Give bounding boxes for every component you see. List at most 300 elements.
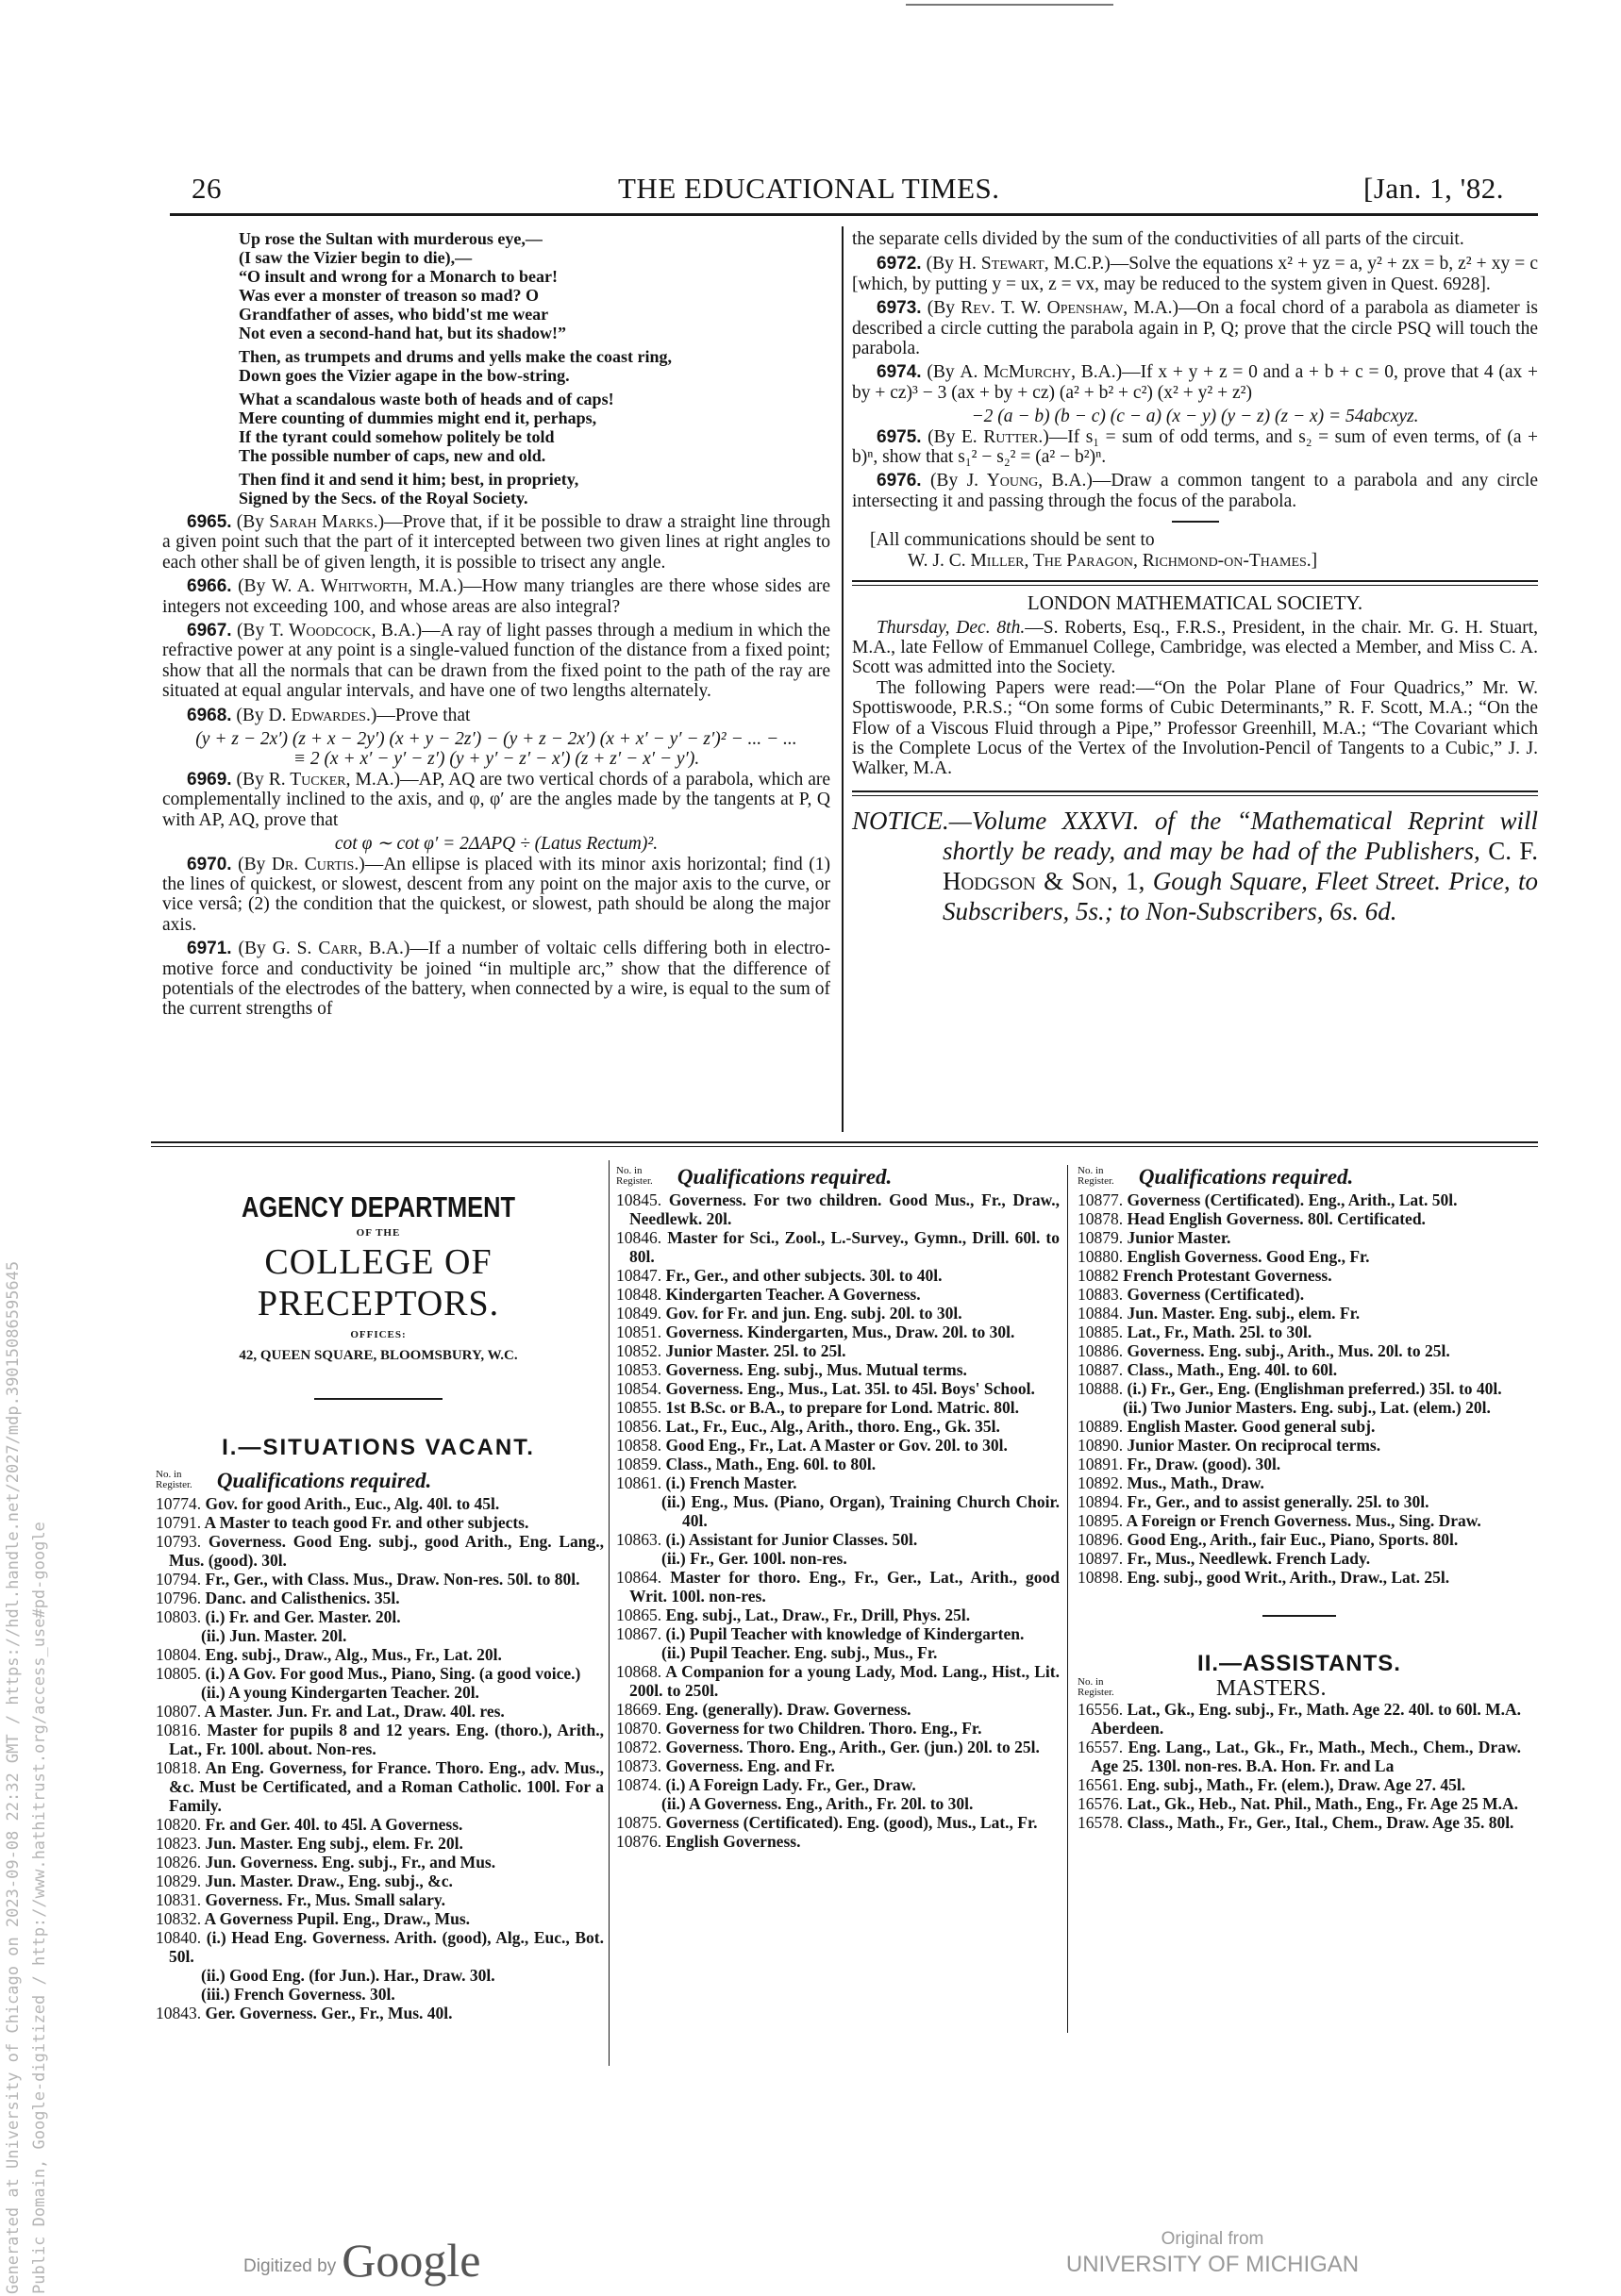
poem <box>162 229 830 507</box>
qualifications-text: Jun. Master. Eng. subj., elem. Fr. <box>1127 1304 1361 1323</box>
register-number: 10876. <box>616 1832 662 1851</box>
register-number: 10818. <box>156 1758 202 1777</box>
problem-by: (By <box>236 769 269 790</box>
situations-vacant-heading: I.—SITUATIONS VACANT. <box>222 1435 535 1460</box>
qualifications-text: Governess. Fr., Mus. Small salary. <box>205 1890 446 1909</box>
qualifications-text: Ger. Governess. Ger., Fr., Mus. 40l. <box>205 2004 453 2022</box>
register-entry <box>1078 1473 1521 1492</box>
scan-artifact <box>906 4 1113 6</box>
register-label <box>616 1166 653 1187</box>
register-label-line: No. in <box>1078 1165 1104 1176</box>
register-number: 10891. <box>1078 1455 1124 1473</box>
register-entry <box>616 1323 1060 1341</box>
qualifications-text: A Master to teach good Fr. and other subjects. <box>204 1513 529 1532</box>
poem-line: (I saw the Vizier begin to die),— <box>239 248 473 267</box>
communications-note <box>852 530 1538 571</box>
register-number: 10816. <box>156 1721 202 1739</box>
register-number: 10887. <box>1078 1360 1124 1379</box>
problem-author: E. Rutter <box>961 426 1039 447</box>
original-from-label: Original from <box>1161 2229 1264 2249</box>
register-entry <box>156 1758 604 1815</box>
register-sub-entry: (ii.) Fr., Ger. 100l. non-res. <box>661 1549 847 1568</box>
register-entry <box>1078 1568 1521 1587</box>
register-entry <box>616 1700 1060 1719</box>
problem-text: )—On a focal chord of a parabola as diameter is described a circle cutting the parabola again in P, Q; prove that the circle PSQ will touch the parabola. <box>852 298 1538 359</box>
problem-number: 6968. <box>187 705 232 725</box>
qualifications-text: Governess (Certificated). <box>1127 1285 1305 1304</box>
register-number: 10855. <box>616 1398 662 1417</box>
qualifications-text: Kindergarten Teacher. A Governess. <box>665 1285 921 1304</box>
problem-author: A. McMurchy, B.A. <box>960 362 1116 383</box>
register-number: 10845. <box>616 1190 662 1209</box>
of-the: OF THE <box>356 1227 401 1239</box>
register-column-left <box>153 1190 604 2022</box>
lms-para-1: —S. Roberts, Esq., F.R.S., President, in the chair. Mr. G. H. Stuart, M.A., late Fellow of Emmanuel College, Cambridge, was elected a Member, and Miss C. A. Scott was admitted into the Society. <box>852 617 1538 678</box>
register-entry <box>616 1606 1060 1624</box>
register-number: 10804. <box>156 1645 202 1664</box>
problem-6966 <box>162 576 830 617</box>
qualifications-text: Governess. Eng. subj., Arith., Mus. 20l. to 25l. <box>1127 1341 1450 1360</box>
register-number: 10883. <box>1078 1285 1124 1304</box>
problem-text: .)—If s₁ = sum of odd terms, and s₂ = sum of even terms, of (a + b)ⁿ, show that s₁² − s₂² = (a² − b²)ⁿ. <box>852 426 1539 468</box>
register-entry <box>1078 1530 1521 1549</box>
problem-text: )—How many triangles are there whose sides are integers not exceeding 100, and whose areas are also integral? <box>162 576 831 617</box>
register-entry <box>616 1832 1060 1851</box>
poem-stanza <box>239 470 830 507</box>
register-label-line: Register. <box>616 1175 653 1187</box>
register-entry <box>616 1379 1060 1398</box>
register-number: 10858. <box>616 1436 662 1455</box>
problem-number: 6974. <box>877 362 922 383</box>
problem-by: (By <box>238 854 272 874</box>
qualifications-text: A Master. Jun. Fr. and Lat., Draw. 40l. res. <box>204 1702 505 1721</box>
register-number: 10878. <box>1078 1209 1124 1228</box>
problem-text: .)—Prove that, if it be possible to draw a straight line through a given point such that the part of it intercepted between two given lines at right angles to each other shall be of given length, it is possible to trisect any angle. <box>162 512 831 573</box>
column-divider <box>842 226 844 1132</box>
qualifications-text: A Foreign or French Governess. Mus., Sing. Draw. <box>1126 1511 1481 1530</box>
qualifications-text: (i.) Pupil Teacher with knowledge of Kindergarten. <box>665 1624 1025 1643</box>
register-number: 10884. <box>1078 1304 1124 1323</box>
short-rule <box>314 1398 443 1400</box>
register-entry <box>156 1607 604 1626</box>
qualifications-text: English Governess. Good Eng., Fr. <box>1127 1247 1370 1266</box>
college-name: COLLEGE OF PRECEPTORS. <box>257 1242 500 1323</box>
qualifications-text: Jun. Master. Draw., Eng. subj., &c. <box>205 1872 453 1890</box>
problem-by: (By <box>236 512 270 532</box>
register-number: 10794. <box>156 1570 202 1589</box>
register-entry <box>616 1775 1060 1794</box>
problem-author: H. Stewart, M.C.P. <box>958 254 1105 275</box>
register-label-line: Register. <box>1078 1175 1114 1187</box>
register-entry <box>1078 1304 1521 1323</box>
problem-6968 <box>162 706 830 725</box>
qualifications-text: French Protestant Governess. <box>1123 1266 1332 1285</box>
register-entry <box>1078 1190 1521 1209</box>
short-rule <box>1172 521 1219 523</box>
register-entry <box>156 1890 604 1909</box>
problem-number: 6965. <box>187 512 232 532</box>
qualifications-text: Fr., Ger., and to assist generally. 25l. to 30l. <box>1127 1492 1429 1511</box>
register-number: 10796. <box>156 1589 202 1607</box>
register-entry <box>1078 1285 1521 1304</box>
offices-label: OFFICES: <box>350 1329 407 1340</box>
register-number: 10829. <box>156 1872 202 1890</box>
register-entry <box>156 1928 604 1966</box>
register-entry <box>616 1756 1060 1775</box>
register-entry <box>616 1190 1060 1228</box>
poem-line: “O insult and wrong for a Monarch to bear! <box>239 267 559 286</box>
problem-6975 <box>852 427 1538 468</box>
problem-equation: cot φ ∼ cot φ′ = 2ΔAPQ ÷ (Latus Rectum)². <box>334 834 659 855</box>
qualifications-text: (i.) A Gov. For good Mus., Piano, Sing. (a good voice.) <box>205 1664 581 1683</box>
register-sub-entry: (ii.) Pupil Teacher. Eng. subj., Mus., Fr. <box>661 1643 938 1662</box>
register-number: 10868. <box>616 1662 662 1681</box>
register-number: 10865. <box>616 1606 662 1624</box>
section-rule <box>852 585 1538 586</box>
upper-left-column <box>162 229 830 1023</box>
poem-line: Down goes the Vizier agape in the bow-string. <box>239 366 570 385</box>
register-entry <box>1078 1813 1521 1832</box>
problem-number: 6972. <box>877 254 922 275</box>
poem-stanza <box>239 390 830 465</box>
register-entry <box>1078 1700 1521 1738</box>
poem-line: The possible number of caps, new and old. <box>239 446 546 465</box>
register-column-right <box>1078 1166 1521 1832</box>
qualifications-text: Governess (Certificated). Eng. (good), Mus., Lat., Fr. <box>665 1813 1038 1832</box>
register-sub-entry: (iii.) French Governess. 30l. <box>201 1985 395 2004</box>
problem-number: 6973. <box>877 298 922 319</box>
problem-equation: (y + z − 2x′) (z + x − 2y′) (x + y − 2z′) − (y + z − 2x′) (x + x′ − y′ − z′)² − ... − ... <box>195 729 797 750</box>
poem-line: Then, as trumpets and drums and yells make the coast ring, <box>239 347 673 366</box>
register-sub-entry: (ii.) Good Eng. (for Jun.). Har., Draw. 30l. <box>201 1966 495 1985</box>
register-entry <box>1078 1455 1521 1473</box>
register-entry <box>1078 1549 1521 1568</box>
register-label <box>1078 1677 1114 1698</box>
register-number: 10791. <box>156 1513 202 1532</box>
problem-6971 <box>162 939 830 1020</box>
register-entry <box>616 1738 1060 1756</box>
qualifications-text: Master for pupils 8 and 12 years. Eng. (thoro.), Arith., Lat., Fr. 100l. about. Non-res. <box>169 1721 604 1758</box>
problem-6972 <box>852 254 1538 294</box>
qualifications-text: (i.) Fr. and Ger. Master. 20l. <box>205 1607 401 1626</box>
problem-author: W. A. Whitworth, M.A. <box>271 576 458 597</box>
register-entry <box>1078 1511 1521 1530</box>
problem-by: (By <box>238 939 273 959</box>
poem-line: Signed by the Secs. of the Royal Society. <box>239 489 528 507</box>
register-number: 10877. <box>1078 1190 1124 1209</box>
poem-line: Not even a second-hand hat, but its shadow!” <box>239 324 567 342</box>
register-label <box>1078 1166 1114 1187</box>
page-section-rule <box>151 1146 1538 1147</box>
problem-number: 6976. <box>877 471 922 491</box>
register-number: 10859. <box>616 1455 662 1473</box>
problem-author: D. Edwardes <box>268 705 366 725</box>
qualifications-text: Lat., Fr., Euc., Alg., Arith., thoro. Eng., Gk. 35l. <box>665 1417 1000 1436</box>
problem-text: )—A ray of light passes through a medium in which the refractive power at any point is a single-valued function of the distance from a fixed point; show that all the normals that can be drawn from the fixed point to the path of the ray are situated at equal angular intervals, and have one of two lengths alternately. <box>162 621 831 702</box>
qualifications-heading: Qualifications required. <box>216 1469 432 1492</box>
register-entry <box>616 1285 1060 1304</box>
register-label-line: Register. <box>1078 1687 1114 1698</box>
qualifications-text: Jun. Master. Eng subj., elem. Fr. 20l. <box>205 1834 463 1853</box>
problems-left <box>162 512 830 1020</box>
qualifications-text: Jun. Governess. Eng. subj., Fr., and Mus. <box>205 1853 496 1872</box>
register-entry <box>616 1436 1060 1455</box>
register-entry <box>156 1909 604 1928</box>
digitized-by-google-logo <box>243 2236 480 2285</box>
register-entry <box>156 1494 604 1513</box>
poem-stanza <box>239 347 830 385</box>
register-number: 10888. <box>1078 1379 1124 1398</box>
register-entry <box>616 1813 1060 1832</box>
problem-by: (By <box>238 576 272 597</box>
qualifications-text: Fr., Ger., and other subjects. 30l. to 40l. <box>665 1266 943 1285</box>
register-number: 10826. <box>156 1853 202 1872</box>
original-source <box>1038 2228 1387 2279</box>
register-number: 10832. <box>156 1909 202 1928</box>
journal-title: THE EDUCATIONAL TIMES. <box>618 172 1000 205</box>
register-number: 16557. <box>1078 1738 1124 1756</box>
qualifications-heading: Qualifications required. <box>677 1165 893 1189</box>
register-entry <box>1078 1266 1521 1285</box>
header-rule <box>170 213 1538 216</box>
problem-6965 <box>162 512 830 573</box>
register-entry <box>156 1513 604 1532</box>
problem-by: (By <box>929 471 967 491</box>
register-number: 16561. <box>1078 1775 1124 1794</box>
short-rule <box>1262 1615 1336 1617</box>
register-entry <box>156 1702 604 1721</box>
problem-author: J. Young, B.A. <box>966 471 1087 491</box>
qualifications-text: Governess for two Children. Thoro. Eng., Fr. <box>665 1719 982 1738</box>
register-number: 10852. <box>616 1341 662 1360</box>
poem-stanza <box>239 229 830 342</box>
column-header <box>1078 1166 1521 1187</box>
notice <box>852 806 1538 926</box>
qualifications-text: Governess. Good Eng. subj., good Arith., Eng. Lang., Mus. (good). 30l. <box>169 1532 604 1570</box>
problems-right <box>852 254 1538 511</box>
register-number: 10793. <box>156 1532 202 1551</box>
register-entry <box>156 1853 604 1872</box>
register-entry <box>616 1341 1060 1360</box>
section-rule <box>852 580 1538 582</box>
register-entry <box>1078 1360 1521 1379</box>
problem-6974 <box>852 362 1538 403</box>
poem-line: Then find it and send it him; best, in propriety, <box>239 470 579 489</box>
register-label-line: No. in <box>616 1165 643 1176</box>
poem-line: If the tyrant could somehow politely be told <box>239 427 555 446</box>
problem-6973 <box>852 298 1538 358</box>
register-entry <box>156 2004 604 2022</box>
register-number: 10898. <box>1078 1568 1124 1587</box>
poem-line: What a scandalous waste both of heads and of caps! <box>239 390 614 408</box>
qualifications-text: Governess. Eng., Mus., Lat. 35l. to 45l. Boys' School. <box>665 1379 1035 1398</box>
problem-text: .)—An ellipse is placed with its minor axis horizontal; find (1) the lines of quickest, or slowest, descent from any point on the major axis to the curve, or vice versâ; (2) the condition that the quickest, or slowest, path should be along the major axis. <box>162 854 831 935</box>
qualifications-text: Lat., Fr., Math. 25l. to 30l. <box>1127 1323 1312 1341</box>
register-number: 10823. <box>156 1834 202 1853</box>
qualifications-text: (i.) Fr., Ger., Eng. (Englishman preferred.) 35l. to 40l. <box>1127 1379 1502 1398</box>
register-number: 10867. <box>616 1624 662 1643</box>
register-entry <box>616 1228 1060 1266</box>
digitized-by-label: Digitized by <box>243 2256 337 2276</box>
register-number: 10856. <box>616 1417 662 1436</box>
problem-author: Rev. T. W. Openshaw, M.A. <box>961 298 1173 319</box>
upper-right-column <box>852 229 1538 926</box>
register-entry <box>616 1455 1060 1473</box>
problem-text: )—AP, AQ are two vertical chords of a parabola, which are complementally inclined to the axis, and φ, φ′ are the angles made by the tangents at P, Q with AP, AQ, prove that <box>162 769 831 830</box>
register-sub-entry: (ii.) A young Kindergarten Teacher. 20l. <box>201 1683 479 1702</box>
register-entry <box>156 1664 604 1683</box>
communications-line-1: [All communications should be sent to <box>870 530 1155 551</box>
problem-6976 <box>852 471 1538 511</box>
register-number: 10889. <box>1078 1417 1124 1436</box>
register-number: 10846. <box>616 1228 662 1247</box>
problem-by: (By <box>927 298 961 319</box>
notice-text-2: Gough Square, Fleet Street. Price, to Subscribers, 5s.; to Non-Subscribers, 6s. 6d. <box>943 866 1538 925</box>
register-number: 10820. <box>156 1815 202 1834</box>
register-number: 10873. <box>616 1756 662 1775</box>
column-header <box>1078 1676 1521 1701</box>
register-sub-entry: (ii.) A Governess. Eng., Arith., Fr. 20l. to 30l. <box>661 1794 974 1813</box>
problem-by: (By <box>927 362 961 383</box>
lms-report <box>852 593 1538 779</box>
lms-para-2: The following Papers were read:—“On the Polar Plane of Four Quadrics,” Mr. W. Spottiswoode, P.R.S.; “On some forms of Cubic Determinants,” R. F. Scott, M.A.; “On the Flow of a Viscous Fluid through a Pipe,” Professor Greenhill, M.A.; “The Covariant which is the Complete Locus of the Vertex of the Involution-Pencil of Tangents to a Cubic,” J. J. Walker, M.A. <box>852 677 1538 779</box>
column-divider <box>1067 1165 1068 2033</box>
register-entry <box>616 1360 1060 1379</box>
lms-date: Thursday, Dec. 8th. <box>877 617 1026 638</box>
qualifications-text: Governess. Thoro. Eng., Arith., Ger. (jun.) 20l. to 25l. <box>665 1738 1040 1756</box>
problem-author: R. Tucker, M.A. <box>268 769 394 790</box>
register-entry <box>156 1721 604 1758</box>
problem-number: 6970. <box>187 854 232 874</box>
poem-line: Up rose the Sultan with murderous eye,— <box>239 229 543 248</box>
problem-text: .)—Prove that <box>365 705 471 725</box>
qualifications-text: English Master. Good general subj. <box>1127 1417 1376 1436</box>
register-entry <box>1078 1436 1521 1455</box>
register-number: 10870. <box>616 1719 662 1738</box>
register-number: 10807. <box>156 1702 202 1721</box>
problem-6970 <box>162 855 830 936</box>
problem-author: Sarah Marks <box>269 512 374 532</box>
university-name: UNIVERSITY OF MICHIGAN <box>1065 2252 1360 2277</box>
masters-heading: MASTERS. <box>1215 1676 1327 1701</box>
register-entry <box>1078 1738 1521 1775</box>
register-number: 10897. <box>1078 1549 1124 1568</box>
section-rule <box>852 795 1538 796</box>
register-sub-entry: (ii.) Two Junior Masters. Eng. subj., Lat. (elem.) 20l. <box>1123 1398 1491 1417</box>
register-number: 10831. <box>156 1890 202 1909</box>
register-entry <box>156 1589 604 1607</box>
register-entry <box>1078 1209 1521 1228</box>
register-entry <box>156 1834 604 1853</box>
register-number: 10875. <box>616 1813 662 1832</box>
register-entry <box>156 1815 604 1834</box>
register-entry <box>1078 1794 1521 1813</box>
column-header <box>156 1470 604 1490</box>
problem-by: (By <box>926 254 959 275</box>
problem-text: )—Draw a common tangent to a parabola and any circle intersecting it and passing through the focus of the parabola. <box>852 471 1538 511</box>
google-wordmark: Google <box>342 2234 481 2287</box>
register-number: 10864. <box>616 1568 662 1587</box>
qualifications-text: A Companion for a young Lady, Mod. Lang., Hist., Lit. 200l. to 250l. <box>629 1662 1060 1700</box>
register-entry <box>616 1417 1060 1436</box>
register-entry <box>616 1719 1060 1738</box>
qualifications-text: (i.) Assistant for Junior Classes. 50l. <box>665 1530 918 1549</box>
qualifications-text: Fr., Ger., with Class. Mus., Draw. Non-res. 50l. to 80l. <box>205 1570 580 1589</box>
register-number: 10840. <box>156 1928 202 1947</box>
register-number: 10805. <box>156 1664 202 1683</box>
qualifications-text: Governess. Eng. and Fr. <box>665 1756 835 1775</box>
register-entry <box>1078 1228 1521 1247</box>
section-rule <box>852 790 1538 792</box>
problem-equation: −2 (a − b) (b − c) (c − a) (x − y) (y − z) (z − x) = 54abcxyz. <box>971 407 1419 427</box>
problem-author: Dr. Curtis <box>271 854 355 874</box>
qualifications-text: Good Eng., Arith., fair Euc., Piano, Sports. 80l. <box>1127 1530 1459 1549</box>
problem-number: 6967. <box>187 621 232 641</box>
notice-publisher: C. F. Hodgson & Son, 1, <box>943 836 1538 895</box>
register-entry <box>156 1570 604 1589</box>
problem-by: (By <box>927 426 961 447</box>
register-label <box>156 1470 192 1490</box>
problem-6967 <box>162 621 830 702</box>
register-number: 10843. <box>156 2004 202 2022</box>
register-number: 10874. <box>616 1775 662 1794</box>
register-number: 10896. <box>1078 1530 1124 1549</box>
page-number: 26 <box>192 172 222 205</box>
qualifications-text: Governess. For two children. Good Mus., Fr., Draw., Needlewk. 20l. <box>629 1190 1060 1228</box>
page-section-rule <box>151 1141 1538 1143</box>
qualifications-text: 1st B.Sc. or B.A., to prepare for Lond. Matric. 80l. <box>665 1398 1019 1417</box>
offices-address: 42, QUEEN SQUARE, BLOOMSBURY, W.C. <box>239 1348 518 1363</box>
register-number: 16578. <box>1078 1813 1124 1832</box>
qualifications-text: Gov. for Fr. and jun. Eng. subj. 20l. to 30l. <box>665 1304 962 1323</box>
problem-equation: ≡ 2 (x + x′ − y′ − z′) (y + y′ − z′ − x′) (z + z′ − x′ − y′). <box>292 749 700 770</box>
register-entry <box>1078 1492 1521 1511</box>
column-header <box>616 1166 1060 1187</box>
lms-title: LONDON MATHEMATICAL SOCIETY. <box>1027 591 1363 615</box>
qualifications-text: (i.) French Master. <box>665 1473 797 1492</box>
register-entry <box>616 1266 1060 1285</box>
register-number: 10854. <box>616 1379 662 1398</box>
qualifications-text: Eng. subj., Draw., Alg., Mus., Fr., Lat. 20l. <box>205 1645 502 1664</box>
qualifications-text: Junior Master. On reciprocal terms. <box>1127 1436 1381 1455</box>
qualifications-text: Class., Math., Eng. 60l. to 80l. <box>665 1455 877 1473</box>
register-entry <box>616 1473 1060 1492</box>
register-number: 10853. <box>616 1360 662 1379</box>
watermark-line-1: Generated at University of Chicago on 2023-09-08 22:32 GMT / https://hdl.handle.net/2027/mdp.39015086595645 <box>4 1260 23 2294</box>
qualifications-text: Lat., Gk., Eng. subj., Fr., Math. Age 22. 40l. to 60l. M.A. Aberdeen. <box>1091 1700 1522 1738</box>
register-entry <box>616 1398 1060 1417</box>
qualifications-text: Fr., Draw. (good). 30l. <box>1127 1455 1281 1473</box>
register-entry <box>1078 1379 1521 1398</box>
communications-address: W. J. C. Miller, The Paragon, Richmond-on-Thames.] <box>908 550 1318 571</box>
poem-line: Mere counting of dummies might end it, perhaps, <box>239 408 597 427</box>
agency-heading <box>153 1190 604 1462</box>
qualifications-heading: Qualifications required. <box>1138 1165 1354 1189</box>
register-label-line: No. in <box>156 1469 182 1480</box>
register-number: 10861. <box>616 1473 662 1492</box>
problem-6971-continuation: the separate cells divided by the sum of the conductivities of all parts of the circuit. <box>852 229 1464 249</box>
register-number: 10863. <box>616 1530 662 1549</box>
register-number: 10885. <box>1078 1323 1124 1341</box>
register-entry <box>616 1530 1060 1549</box>
register-number: 10879. <box>1078 1228 1124 1247</box>
qualifications-text: Head English Governess. 80l. Certificated. <box>1127 1209 1426 1228</box>
qualifications-text: An Eng. Governess, for France. Thoro. Eng., adv. Mus., &c. Must be Certificated, and a Roman Catholic. 100l. For a Family. <box>169 1758 604 1815</box>
register-entry <box>1078 1341 1521 1360</box>
register-entry <box>1078 1323 1521 1341</box>
qualifications-text: Eng. Lang., Lat., Gk., Fr., Math., Mech., Chem., Draw. Age 25. 130l. non-res. B.A. Hon. Fr. and La <box>1091 1738 1521 1775</box>
qualifications-text: Lat., Gk., Heb., Nat. Phil., Math., Eng., Fr. Age 25 M.A. <box>1127 1794 1518 1813</box>
